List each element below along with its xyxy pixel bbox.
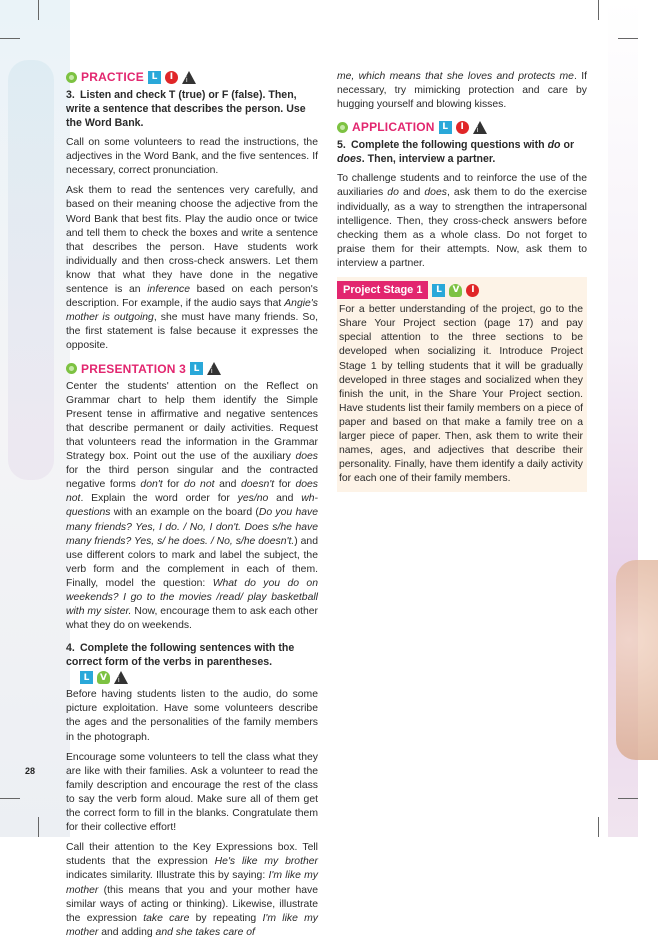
crop-mark (618, 38, 638, 39)
paragraph: Call on some volunteers to read the instructions, the adjectives in the Word Bank, and the five sentences. If necessary, correct pronunciation. (66, 137, 318, 177)
intrapersonal-icon: i (182, 71, 196, 84)
crop-mark (618, 798, 638, 799)
crop-mark (598, 0, 599, 20)
section-title: APPLICATION (352, 120, 435, 135)
right-margin-photo (608, 0, 638, 837)
paragraph: Encourage some volunteers to tell the class what they are like with their families. Ask a volunteer to read the family description and encourage the rest of the class to say the verb form aloud. Make sure all of them get the correct form to fill in the blanks. Congratulate them for their collective effort! (66, 751, 318, 834)
task-number: 3. (66, 89, 75, 102)
paragraph: Before having students listen to the audio, do some picture exploitation. Have some volunteers describe the ages and the personalities of the family members in the photograph. (66, 689, 318, 743)
visual-icon: V (449, 284, 462, 297)
task-instruction: Complete the following sentences with the correct form of the verbs in parentheses. (66, 642, 295, 669)
linguistic-icon: L (80, 671, 93, 684)
intrapersonal-icon: i (207, 362, 221, 375)
task-3 (66, 88, 318, 130)
left-column (66, 70, 318, 946)
interpersonal-icon: I (165, 71, 178, 84)
visual-icon: V (97, 671, 110, 684)
presentation-heading (66, 362, 318, 376)
application-heading (337, 120, 587, 134)
task-5: 5. Complete the following questions with do or does. Then, interview a partner. (337, 139, 575, 166)
intrapersonal-icon: i (114, 671, 128, 684)
crop-mark (38, 0, 39, 20)
task-number: 5. (337, 139, 346, 152)
linguistic-icon: L (148, 71, 161, 84)
photo-fragment (616, 560, 658, 760)
task-number: 4. (66, 642, 75, 655)
linguistic-icon: L (439, 121, 452, 134)
bullet-icon (66, 363, 77, 374)
page-number: 28 (25, 766, 36, 776)
paragraph: Center the students' attention on the Reflect on Grammar chart to help them identify the Simple Present tense in affirmative and negative sentences that describe permanent or daily activities. Request that volunteers read the information in the Grammar Strategy box. Point out the use of the auxiliary does for the third person singular and the contracted negative forms don't for do not and doesn't for does not. Explain the word order for yes/no and wh-questions with an example on the board (Do you have many friends? Yes, I do. / No, I don't. Does s/he have many friends? Yes, s/ he does. / No, s/he doesn't.) and use different colors to mark and label the subject, the verb form and the complement in each of them. Finally, model the question: What do you do on weekends? I go to the movies /read/ play basketball with my sister. Now, encourage them to ask each other what they do on weekends. (66, 380, 319, 632)
paragraph: Ask them to read the sentences very carefully, and based on their meaning choose the adjective from the Word Bank that best fits. Play the audio once or twice and tell them to check the boxes and write a sentence that describes the person. Have students work individually and then cross-check answers. Let them know that what they have done in the negative sentence is an inference based on each person's description. For example, if the audio says that Angie's mother is outgoing, she must have many friends. So, the first statement is false because it expresses the opposite. (66, 185, 318, 352)
task-instruction: Listen and check T (true) or F (false). Then, write a sentence that describes the person. Use the Word Bank. (66, 89, 306, 130)
crop-mark (0, 798, 20, 799)
section-title: PRACTICE (81, 70, 144, 84)
left-margin-decoration (0, 0, 70, 837)
linguistic-icon: L (190, 362, 203, 375)
right-column (337, 70, 587, 492)
paragraph: Call their attention to the Key Expressions box. Tell students that the expression He's like my brother indicates similarity. Illustrate this by saying: I'm like my mother (this means that you and your mother have similar ways of acting or thinking). Likewise, illustrate the expression take care by repeating I'm like my mother and adding and she takes care of (66, 842, 318, 938)
crop-mark (598, 817, 599, 837)
project-title: Project Stage 1 (337, 281, 428, 299)
project-stage-box (337, 301, 587, 492)
interpersonal-icon: I (466, 284, 479, 297)
section-title: PRESENTATION 3 (81, 361, 187, 376)
linguistic-icon: L (432, 284, 445, 297)
task-4-icons (66, 671, 318, 684)
paragraph: To challenge students and to reinforce the use of the auxiliaries do and does, ask them to do the exercise individually, as a way to strengthen the intrapersonal intelligence. Then, they cross-check answers before checking them as a whole class. Do not forget to praise them for their attempts. Now, ask them to interview a partner. (337, 173, 587, 269)
crop-mark (0, 38, 20, 39)
interpersonal-icon: I (456, 121, 469, 134)
crop-mark (38, 817, 39, 837)
intrapersonal-icon: i (473, 121, 487, 134)
task-4 (66, 641, 318, 669)
paragraph: me, which means that she loves and protects me. If necessary, try mimicking protection and care by hugging yourself and blowing kisses. (337, 71, 587, 111)
bullet-icon (337, 122, 348, 133)
project-stage-heading (337, 277, 587, 301)
bullet-icon (66, 72, 77, 83)
paragraph: For a better understanding of the project, go to the Share Your Project section (page 17) and pay special attention to the three sections to be developed when socializing it. Introduce Project Stage 1 by telling students that it will be gradually developed in three stages and socialized when they finish the unit, in the Share Your Project section. Have students list their family members on a piece of paper and based on that make a family tree on a larger piece of paper. Then, ask them to write their names, ages, and adjectives that describe their personality. Finally, have them identify a daily activity for each one of their family members. (339, 304, 583, 485)
practice-heading (66, 70, 318, 84)
